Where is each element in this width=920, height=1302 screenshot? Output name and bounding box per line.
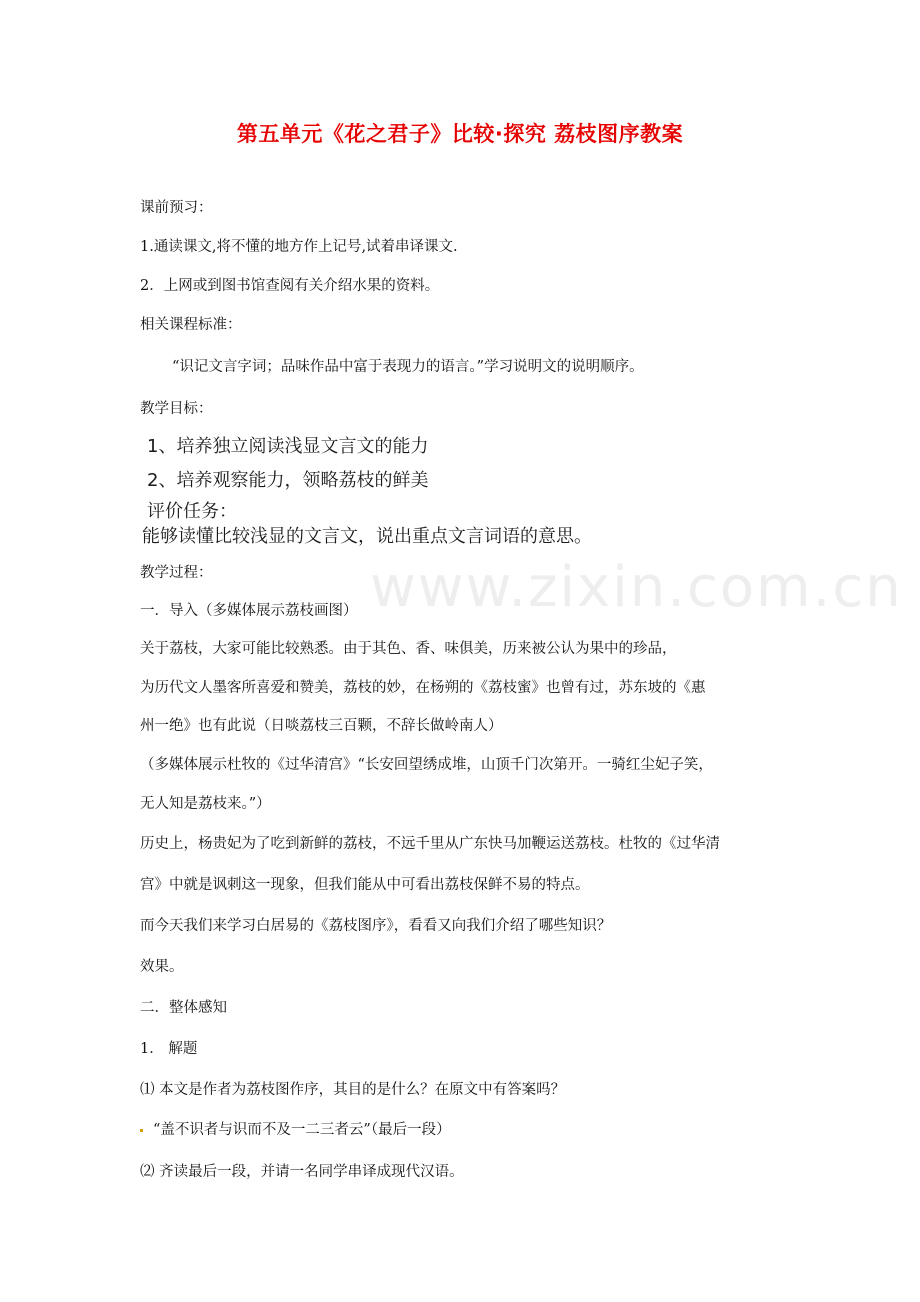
answer-text: “盖不识者与识而不及一二三者云”（最后一段） — [153, 1122, 451, 1138]
bullet-mark — [140, 1129, 143, 1132]
paragraph-line: 宫》中就是讽刺这一现象，但我们能从中可看出荔枝保鲜不易的特点。 — [140, 877, 590, 893]
paragraph-line: 关于荔枝，大家可能比较熟悉。由于其色、香、味俱美，历来被公认为果中的珍品， — [140, 641, 677, 657]
question-line: ⑴ 本文是作者为荔枝图作序，其目的是什么？在原文中有答案吗？ — [140, 1082, 566, 1098]
evaluation-heading: 评价任务： — [147, 501, 237, 522]
section-heading-standards: 相关课程标准： — [140, 317, 242, 333]
paragraph-line: 州一绝》也有此说（日啖荔枝三百颗，不辞长做岭南人） — [140, 718, 503, 734]
answer-line — [140, 1118, 451, 1139]
paragraph-line: 1.通读课文,将不懂的地方作上记号,试着串译课文. — [140, 239, 458, 255]
evaluation-text: 能够读懂比较浅显的文言文，说出重点文言词语的意思。 — [142, 526, 592, 547]
section-heading-goals: 教学目标： — [140, 401, 213, 417]
paragraph-line: 无人知是荔枝来。”） — [140, 796, 271, 812]
question-line: ⑵ 齐读最后一段，并请一名同学串译成现代汉语。 — [140, 1164, 464, 1180]
subsection-heading: 二．整体感知 — [140, 1000, 227, 1016]
paragraph-line: 效果。 — [140, 959, 184, 975]
paragraph-line: （多媒体展示杜牧的《过华清宫》“长安回望绣成堆，山顶千门次第开。一骑红尘妃子笑， — [140, 757, 713, 773]
paragraph-line: 而今天我们来学习白居易的《荔枝图序》，看看又向我们介绍了哪些知识？ — [140, 918, 612, 934]
numbered-item: 1． 解题 — [140, 1041, 198, 1057]
paragraph-line: 历史上，杨贵妃为了吃到新鲜的荔枝，不远千里从广东快马加鞭运送荔枝。杜牧的《过华清 — [140, 836, 720, 852]
section-heading-preview: 课前预习： — [140, 200, 213, 216]
watermark: www.zixin.com.cn — [370, 555, 903, 620]
section-heading-process: 教学过程： — [140, 565, 213, 581]
goal-item: 1、培养独立阅读浅显文言文的能力 — [147, 436, 429, 457]
document-title: 第五单元《花之君子》比较·探究 荔枝图序教案 — [236, 122, 684, 146]
paragraph-line: 2．上网或到图书馆查阅有关介绍水果的资料。 — [140, 278, 440, 294]
goal-item: 2、培养观察能力，领略荔枝的鲜美 — [147, 470, 429, 491]
paragraph-line: 为历代文人墨客所喜爱和赞美，荔枝的妙，在杨朔的《荔枝蜜》也曾有过，苏东坡的《惠 — [140, 680, 706, 696]
subsection-heading: 一．导入（多媒体展示荔枝画图） — [140, 603, 358, 619]
paragraph-line: “识记文言字词；品味作品中富于表现力的语言。”学习说明文的说明顺序。 — [172, 359, 644, 375]
